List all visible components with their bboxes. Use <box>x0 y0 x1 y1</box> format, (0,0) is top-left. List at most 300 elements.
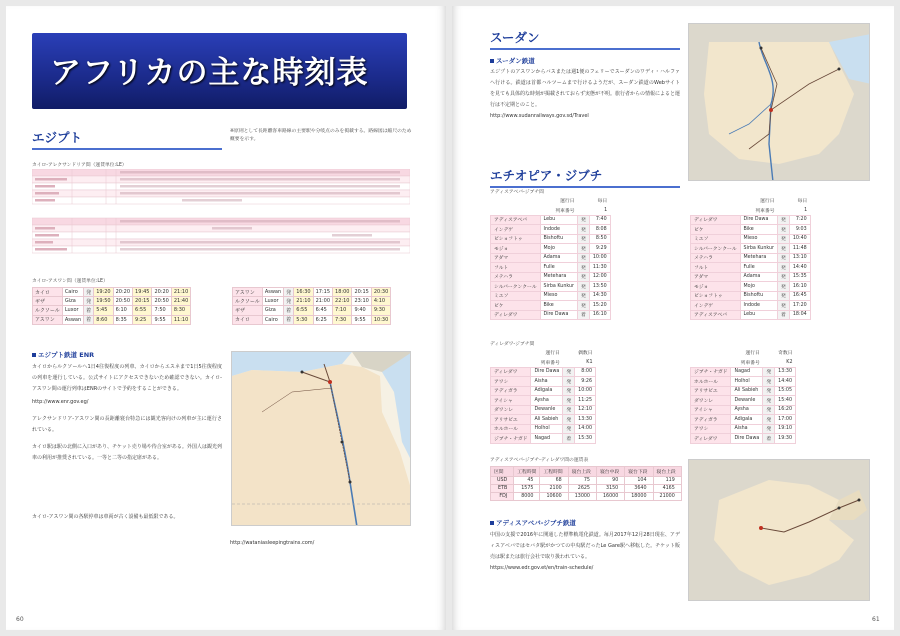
table-cell: ビショフトゥ <box>691 291 741 301</box>
table-cell: 発 <box>778 263 790 273</box>
table-cell: メテハラ <box>491 272 541 282</box>
table-cell: 10:00 <box>575 386 596 396</box>
right-page-number: 61 <box>872 616 880 623</box>
table-cell: 7:40 <box>589 215 610 225</box>
table-cell: カイロ <box>233 315 263 324</box>
table-cell: Bike <box>540 301 578 311</box>
table-cell: ギザ <box>33 297 63 306</box>
table-cell: アディスアベバ <box>491 215 541 225</box>
table-row <box>491 485 682 493</box>
header-cell: 運行日 <box>491 348 563 358</box>
table-cell: 発 <box>563 424 575 434</box>
header-cell: 1 <box>778 206 811 216</box>
table-row <box>33 288 191 297</box>
table-cell: インデゲ <box>491 225 541 235</box>
table-cell: Indode <box>740 301 778 311</box>
table-cell: 13:30 <box>575 415 596 425</box>
table-row <box>491 377 596 387</box>
table-cell: 発 <box>578 272 590 282</box>
table-caption-2: カイロ-アスワン間（運賃単位:LE） <box>32 279 108 284</box>
table-cell: Adama <box>540 253 578 263</box>
table-cell: 4165 <box>653 485 681 493</box>
table-cell: Sirba Kunkur <box>740 244 778 254</box>
table-caption-1: カイロ-アレクサンドリア間（運賃単位:LE） <box>32 163 127 168</box>
table-cell: 6:45 <box>313 306 332 315</box>
table-row <box>691 405 796 415</box>
table-cell: アダマ <box>691 272 741 282</box>
table-cell: アディガラ <box>691 415 731 425</box>
table-cell: 9:26 <box>575 377 596 387</box>
table-cell: 9:25 <box>133 315 152 324</box>
table-cell: 発 <box>563 405 575 415</box>
table-cell: 発 <box>578 282 590 292</box>
section-divider <box>490 48 680 50</box>
table-cell: Adama <box>740 272 778 282</box>
table-cell: アリサビエ <box>691 386 731 396</box>
table-cell: アダマ <box>491 253 541 263</box>
table-cell: USD <box>491 477 514 485</box>
table-cell: Luxor <box>62 306 83 315</box>
table-row <box>491 253 611 263</box>
table-cell: 19:20 <box>94 288 113 297</box>
header-cell: K1 <box>563 358 596 368</box>
table-cell: 18000 <box>625 493 653 501</box>
table-row <box>691 263 811 273</box>
table-cell: Metehara <box>740 253 778 263</box>
table-cell: 7:20 <box>789 215 810 225</box>
table-cell: アリサビエ <box>491 415 531 425</box>
table-cell: 8:08 <box>589 225 610 235</box>
table-row <box>691 424 796 434</box>
table-cell: 6:25 <box>313 315 332 324</box>
left-page <box>6 6 446 630</box>
table-row <box>33 297 191 306</box>
table-cell: Sirba Kunkur <box>540 282 578 292</box>
table-cell: 発 <box>763 405 775 415</box>
table-row <box>491 282 611 292</box>
sudan-map <box>688 23 870 181</box>
section-divider <box>32 148 222 150</box>
table-cell: 15:05 <box>775 386 796 396</box>
ethiopia-caption-2: ディレダワ-ジブチ間 <box>490 342 535 347</box>
table-cell: メテハラ <box>691 253 741 263</box>
table-cell: Fulle <box>740 263 778 273</box>
table-cell: アイシャ <box>691 405 731 415</box>
ethiopia-table-3 <box>490 348 596 444</box>
ethiopia-url[interactable]: https://www.edr.gov.et/en/train-schedule/ <box>490 565 594 571</box>
table-cell: Metehara <box>540 272 578 282</box>
table-cell: アワシ <box>691 424 731 434</box>
table-cell: 11:30 <box>589 263 610 273</box>
table-cell: 19:50 <box>94 297 113 306</box>
egypt-paragraph-2: アレクサンドリア-アスワン間の長距離寝台特急には観光客向けの列車が主に運行されている。 <box>32 416 222 433</box>
table-cell: 15:20 <box>589 301 610 311</box>
table-cell: アワシ <box>491 377 531 387</box>
table-cell: Mieso <box>540 291 578 301</box>
header-cell: 工程時間 <box>514 467 540 477</box>
table-cell: 発 <box>578 215 590 225</box>
table-cell: 着 <box>578 310 590 320</box>
table-header-row <box>491 358 596 368</box>
table-cell: 16:10 <box>589 310 610 320</box>
table-cell: 発 <box>778 253 790 263</box>
table-cell: 12:00 <box>589 272 610 282</box>
table-cell: 21:10 <box>171 288 190 297</box>
table-cell: Nagad <box>731 367 763 377</box>
table-cell: 6:55 <box>133 306 152 315</box>
table-cell: Giza <box>262 306 283 315</box>
table-cell: 20:50 <box>152 297 171 306</box>
table-row <box>233 315 391 324</box>
egypt-rail-heading: エジプト鉄道 ENR <box>32 350 222 359</box>
table-cell: 16:30 <box>294 288 313 297</box>
table-cell: 17:20 <box>789 301 810 311</box>
table-row <box>491 272 611 282</box>
table-cell: 着 <box>284 315 294 324</box>
table-cell: 着 <box>84 315 94 324</box>
table-cell: アイシャ <box>491 396 531 406</box>
table-row <box>491 291 611 301</box>
addis-diredawa-table <box>490 196 611 320</box>
table-cell: 発 <box>763 415 775 425</box>
table-cell: 8:50 <box>589 234 610 244</box>
table-cell: 1575 <box>514 485 540 493</box>
table-cell: 17:00 <box>775 415 796 425</box>
ethiopia-paragraph: 中国の支援で2016年に開通した標準軌電化鉄道。毎月2017年12月28日現在、アディスアベバではセバタ駅がかつての中央駅だったLe Gare駅へ移転した。チケット販売は駅または旅行会社で取り扱われている。 <box>490 532 680 560</box>
sudan-map-graphic <box>689 24 870 181</box>
table-cell: Dewanle <box>531 405 563 415</box>
table-cell: 発 <box>563 367 575 377</box>
header-cell: 毎日 <box>778 196 811 206</box>
table-cell: 着 <box>84 306 94 315</box>
ethiopia-heading: エチオピア・ジブチ <box>490 168 603 183</box>
table-cell: 45 <box>514 477 540 485</box>
table-cell: 19:30 <box>775 434 796 444</box>
table-cell: Lebu <box>540 215 578 225</box>
table-cell: Aisha <box>531 377 563 387</box>
header-cell: K2 <box>763 358 796 368</box>
header-cell: 区間 <box>491 467 514 477</box>
table-row <box>691 386 796 396</box>
table-cell: アスワン <box>33 315 63 324</box>
table-cell: 20:15 <box>133 297 152 306</box>
table-cell: Cairo <box>262 315 283 324</box>
aswan-cairo-table <box>232 287 391 325</box>
header-cell: 運行日 <box>691 196 778 206</box>
table-cell: 9:55 <box>152 315 171 324</box>
header-cell: 工程時間 <box>540 467 568 477</box>
square-bullet-icon <box>32 353 36 357</box>
table-cell: 発 <box>578 244 590 254</box>
table-cell: 8:00 <box>575 367 596 377</box>
table-cell: 発 <box>778 301 790 311</box>
right-page <box>452 6 894 630</box>
ethiopia-section-header <box>490 166 680 188</box>
table-cell: ダワンレ <box>691 396 731 406</box>
table-cell: Dewanle <box>731 396 763 406</box>
table-cell: 着 <box>778 310 790 320</box>
table-cell: 10:30 <box>371 315 390 324</box>
title-banner <box>32 33 407 109</box>
egypt-section-header <box>32 128 222 150</box>
table-header-row <box>691 358 796 368</box>
cairo-aswan-table <box>32 287 191 325</box>
left-page-number: 60 <box>16 616 24 623</box>
table-cell: 7:10 <box>333 306 352 315</box>
table-cell: シルバークンクール <box>491 282 541 292</box>
table-cell: 発 <box>763 396 775 406</box>
table-cell: Mieso <box>740 234 778 244</box>
sudan-heading: スーダン <box>490 30 540 45</box>
table-cell: 16000 <box>596 493 624 501</box>
table-cell: 6:10 <box>113 306 132 315</box>
table-cell: 21:40 <box>171 297 190 306</box>
table-cell: 14:40 <box>789 263 810 273</box>
table-cell: 5:30 <box>294 315 313 324</box>
table-header-row <box>491 467 682 477</box>
fare-table <box>490 466 682 501</box>
table-cell: ビケ <box>491 301 541 311</box>
ethiopia-rail-block <box>490 518 680 574</box>
table-cell: シルバークンクール <box>691 244 741 254</box>
egypt-url-1[interactable]: http://www.enr.gov.eg/ <box>32 399 89 405</box>
table-cell: 2625 <box>568 485 596 493</box>
table-row <box>691 301 811 311</box>
egypt-url-2[interactable]: http://wataniasleepingtrains.com/ <box>230 540 315 546</box>
table-cell: 11:25 <box>575 396 596 406</box>
table-row <box>491 493 682 501</box>
table-cell: 発 <box>284 297 294 306</box>
table-row <box>691 244 811 254</box>
table-cell: 16:45 <box>789 291 810 301</box>
sudan-rail-heading: スーダン鉄道 <box>490 56 680 65</box>
table-cell: フルト <box>491 263 541 273</box>
table-cell: ミエソ <box>491 291 541 301</box>
table-cell: 21000 <box>653 493 681 501</box>
table-cell: 発 <box>778 215 790 225</box>
header-cell: 列車番号 <box>691 358 763 368</box>
table-row <box>691 377 796 387</box>
table-cell: アディスアベバ <box>691 310 741 320</box>
header-cell: 運行日 <box>491 196 578 206</box>
sudan-url[interactable]: http://www.sudanrailways.gov.sd/Travel <box>490 113 589 119</box>
table-cell: 9:29 <box>589 244 610 254</box>
table-cell: 68 <box>540 477 568 485</box>
table-cell: ホルホール <box>691 377 731 387</box>
table-row <box>491 415 596 425</box>
table-cell: 発 <box>84 288 94 297</box>
table-cell: 13:50 <box>589 282 610 292</box>
table-cell: ダワンレ <box>491 405 531 415</box>
ethiopia-map <box>688 459 870 601</box>
header-cell: 列車番号 <box>691 206 778 216</box>
table-cell: 11:10 <box>171 315 190 324</box>
table-cell: 発 <box>284 288 294 297</box>
table-cell: 11:48 <box>789 244 810 254</box>
table-cell: 発 <box>778 282 790 292</box>
table-cell: Ali Sabieh <box>531 415 563 425</box>
table-row <box>491 234 611 244</box>
table-cell: ルクソール <box>233 297 263 306</box>
egypt-paragraph-3: カイロ駅は駅の北側に入口があり、チケット売り場や待合室がある。外国人は観光列車の利用が推奨されている。一等と二等の指定席がある。 <box>32 444 222 461</box>
table-cell: Mojo <box>540 244 578 254</box>
table-cell: 18:00 <box>333 288 352 297</box>
egypt-rail-block <box>32 350 222 464</box>
table-cell: フルト <box>691 263 741 273</box>
table-cell: Giza <box>62 297 83 306</box>
table-cell: 19:10 <box>775 424 796 434</box>
header-cell: 偶数日 <box>563 348 596 358</box>
table-cell: 発 <box>84 297 94 306</box>
table-row <box>691 291 811 301</box>
table-cell: Dire Dawa <box>540 310 578 320</box>
table-row <box>491 215 611 225</box>
table-row <box>491 301 611 311</box>
table-header-row <box>691 196 811 206</box>
table-cell: Bishoftu <box>740 291 778 301</box>
table-cell: 8:60 <box>94 315 113 324</box>
header-cell: 寝台下段 <box>625 467 653 477</box>
table-row <box>233 297 391 306</box>
egypt-map <box>231 351 411 526</box>
table-row <box>491 310 611 320</box>
header-cell: 寝台中段 <box>596 467 624 477</box>
table-row <box>691 272 811 282</box>
table-cell: 着 <box>563 434 575 444</box>
egypt-paragraph-1: カイロからルクソールへ1日4往復程度の列車、カイロからエスネまで1日5往復程度の列車を運行している。公式サイトにアクセスできないため確認できない。カイロ-アスワン間の運行列車はENRのサイトで予約をすることができる。 <box>32 364 222 392</box>
table-cell: 10600 <box>540 493 568 501</box>
header-cell: 寝台上段 <box>568 467 596 477</box>
table-cell: 12:10 <box>575 405 596 415</box>
table-cell: Cairo <box>62 288 83 297</box>
ethiopia-caption-1: アディスアベバ-ジブチ間 <box>490 190 544 195</box>
egypt-table-2a <box>32 287 191 325</box>
table-cell: 104 <box>625 477 653 485</box>
header-cell: 奇数日 <box>763 348 796 358</box>
table-cell: 発 <box>778 291 790 301</box>
dense-timetable <box>32 169 410 255</box>
table-cell: 19:45 <box>133 288 152 297</box>
table-cell: 21:00 <box>313 297 332 306</box>
table-header-row <box>491 196 611 206</box>
table-cell: 発 <box>578 291 590 301</box>
table-cell: ホルホール <box>491 424 531 434</box>
table-cell: ビケ <box>691 225 741 235</box>
ethiopia-table-1 <box>490 196 611 320</box>
table-cell: 16:20 <box>775 405 796 415</box>
square-bullet-icon <box>490 59 494 63</box>
table-row <box>691 234 811 244</box>
table-header-row <box>491 348 596 358</box>
header-cell: 寝台上段 <box>653 467 681 477</box>
table-cell: モジョ <box>491 244 541 254</box>
table-cell: 発 <box>763 424 775 434</box>
table-cell: ディレダワ <box>491 367 531 377</box>
table-cell: Dire Dawa <box>731 434 763 444</box>
header-cell: 毎日 <box>578 196 611 206</box>
table-row <box>691 310 811 320</box>
table-row <box>33 306 191 315</box>
table-cell: カイロ <box>33 288 63 297</box>
table-cell: 発 <box>778 234 790 244</box>
table-cell: 9:55 <box>352 315 371 324</box>
table-row <box>691 396 796 406</box>
table-row <box>691 282 811 292</box>
table-cell: 22:10 <box>333 297 352 306</box>
egypt-table-1 <box>32 169 410 259</box>
table-cell: 14:40 <box>775 377 796 387</box>
table-cell: 着 <box>284 306 294 315</box>
table-cell: Mojo <box>740 282 778 292</box>
ethiopia-rail-heading: アディスアベバ-ジブチ鉄道 <box>490 518 680 527</box>
table-cell: 14:00 <box>575 424 596 434</box>
table-cell: Adigala <box>531 386 563 396</box>
ethiopia-map-graphic <box>689 460 870 601</box>
fare-table-wrap <box>490 466 682 501</box>
table-header-row <box>691 348 796 358</box>
ethiopia-table-2 <box>690 196 811 320</box>
table-cell: 着 <box>763 434 775 444</box>
table-cell: 発 <box>778 272 790 282</box>
table-cell: 発 <box>763 377 775 387</box>
table-cell: 13:30 <box>775 367 796 377</box>
table-cell: Ali Sabieh <box>731 386 763 396</box>
table-cell: Luxor <box>262 297 283 306</box>
egypt-table-2b <box>232 287 391 325</box>
table-cell: 発 <box>578 263 590 273</box>
table-cell: 14:30 <box>589 291 610 301</box>
table-cell: 15:40 <box>775 396 796 406</box>
table-cell: 9:40 <box>352 306 371 315</box>
table-row <box>691 225 811 235</box>
table-cell: 10:00 <box>589 253 610 263</box>
table-cell: Lebu <box>740 310 778 320</box>
table-cell: Fulle <box>540 263 578 273</box>
table-cell: Aswan <box>62 315 83 324</box>
table-cell: 9:30 <box>371 306 390 315</box>
table-cell: 3640 <box>625 485 653 493</box>
table-cell: ミエソ <box>691 234 741 244</box>
table-cell: モジョ <box>691 282 741 292</box>
table-cell: Aswan <box>262 288 283 297</box>
table-row <box>691 415 796 425</box>
table-cell: 21:10 <box>294 297 313 306</box>
table-cell: Dire Dawa <box>531 367 563 377</box>
table-row <box>491 405 596 415</box>
table-cell: ETB <box>491 485 514 493</box>
table-cell: ディレダワ <box>691 434 731 444</box>
page-title: アフリカの主な時刻表 <box>50 55 369 91</box>
table-row <box>691 215 811 225</box>
djibouti-diredawa-table <box>690 348 796 444</box>
table-cell: Bike <box>740 225 778 235</box>
egypt-note: ※原則として長距離客車路線の主要駅や分岐点のみを掲載する。路線図は縮尺のため概要を示す。 <box>230 129 412 142</box>
table-cell: ジブチ・ナガド <box>691 367 731 377</box>
table-cell: 6:55 <box>294 306 313 315</box>
table-cell: 23:10 <box>352 297 371 306</box>
table-cell: 20:20 <box>113 288 132 297</box>
table-row <box>491 396 596 406</box>
table-row <box>491 477 682 485</box>
header-cell: 列車番号 <box>491 358 563 368</box>
table-cell: Bishoftu <box>540 234 578 244</box>
sudan-section-header <box>490 28 680 50</box>
ethiopia-table-4 <box>690 348 796 444</box>
table-cell: 発 <box>578 234 590 244</box>
diredawa-djibouti-table <box>490 348 596 444</box>
table-cell: 16:10 <box>789 282 810 292</box>
table-cell: ディレダワ <box>691 215 741 225</box>
